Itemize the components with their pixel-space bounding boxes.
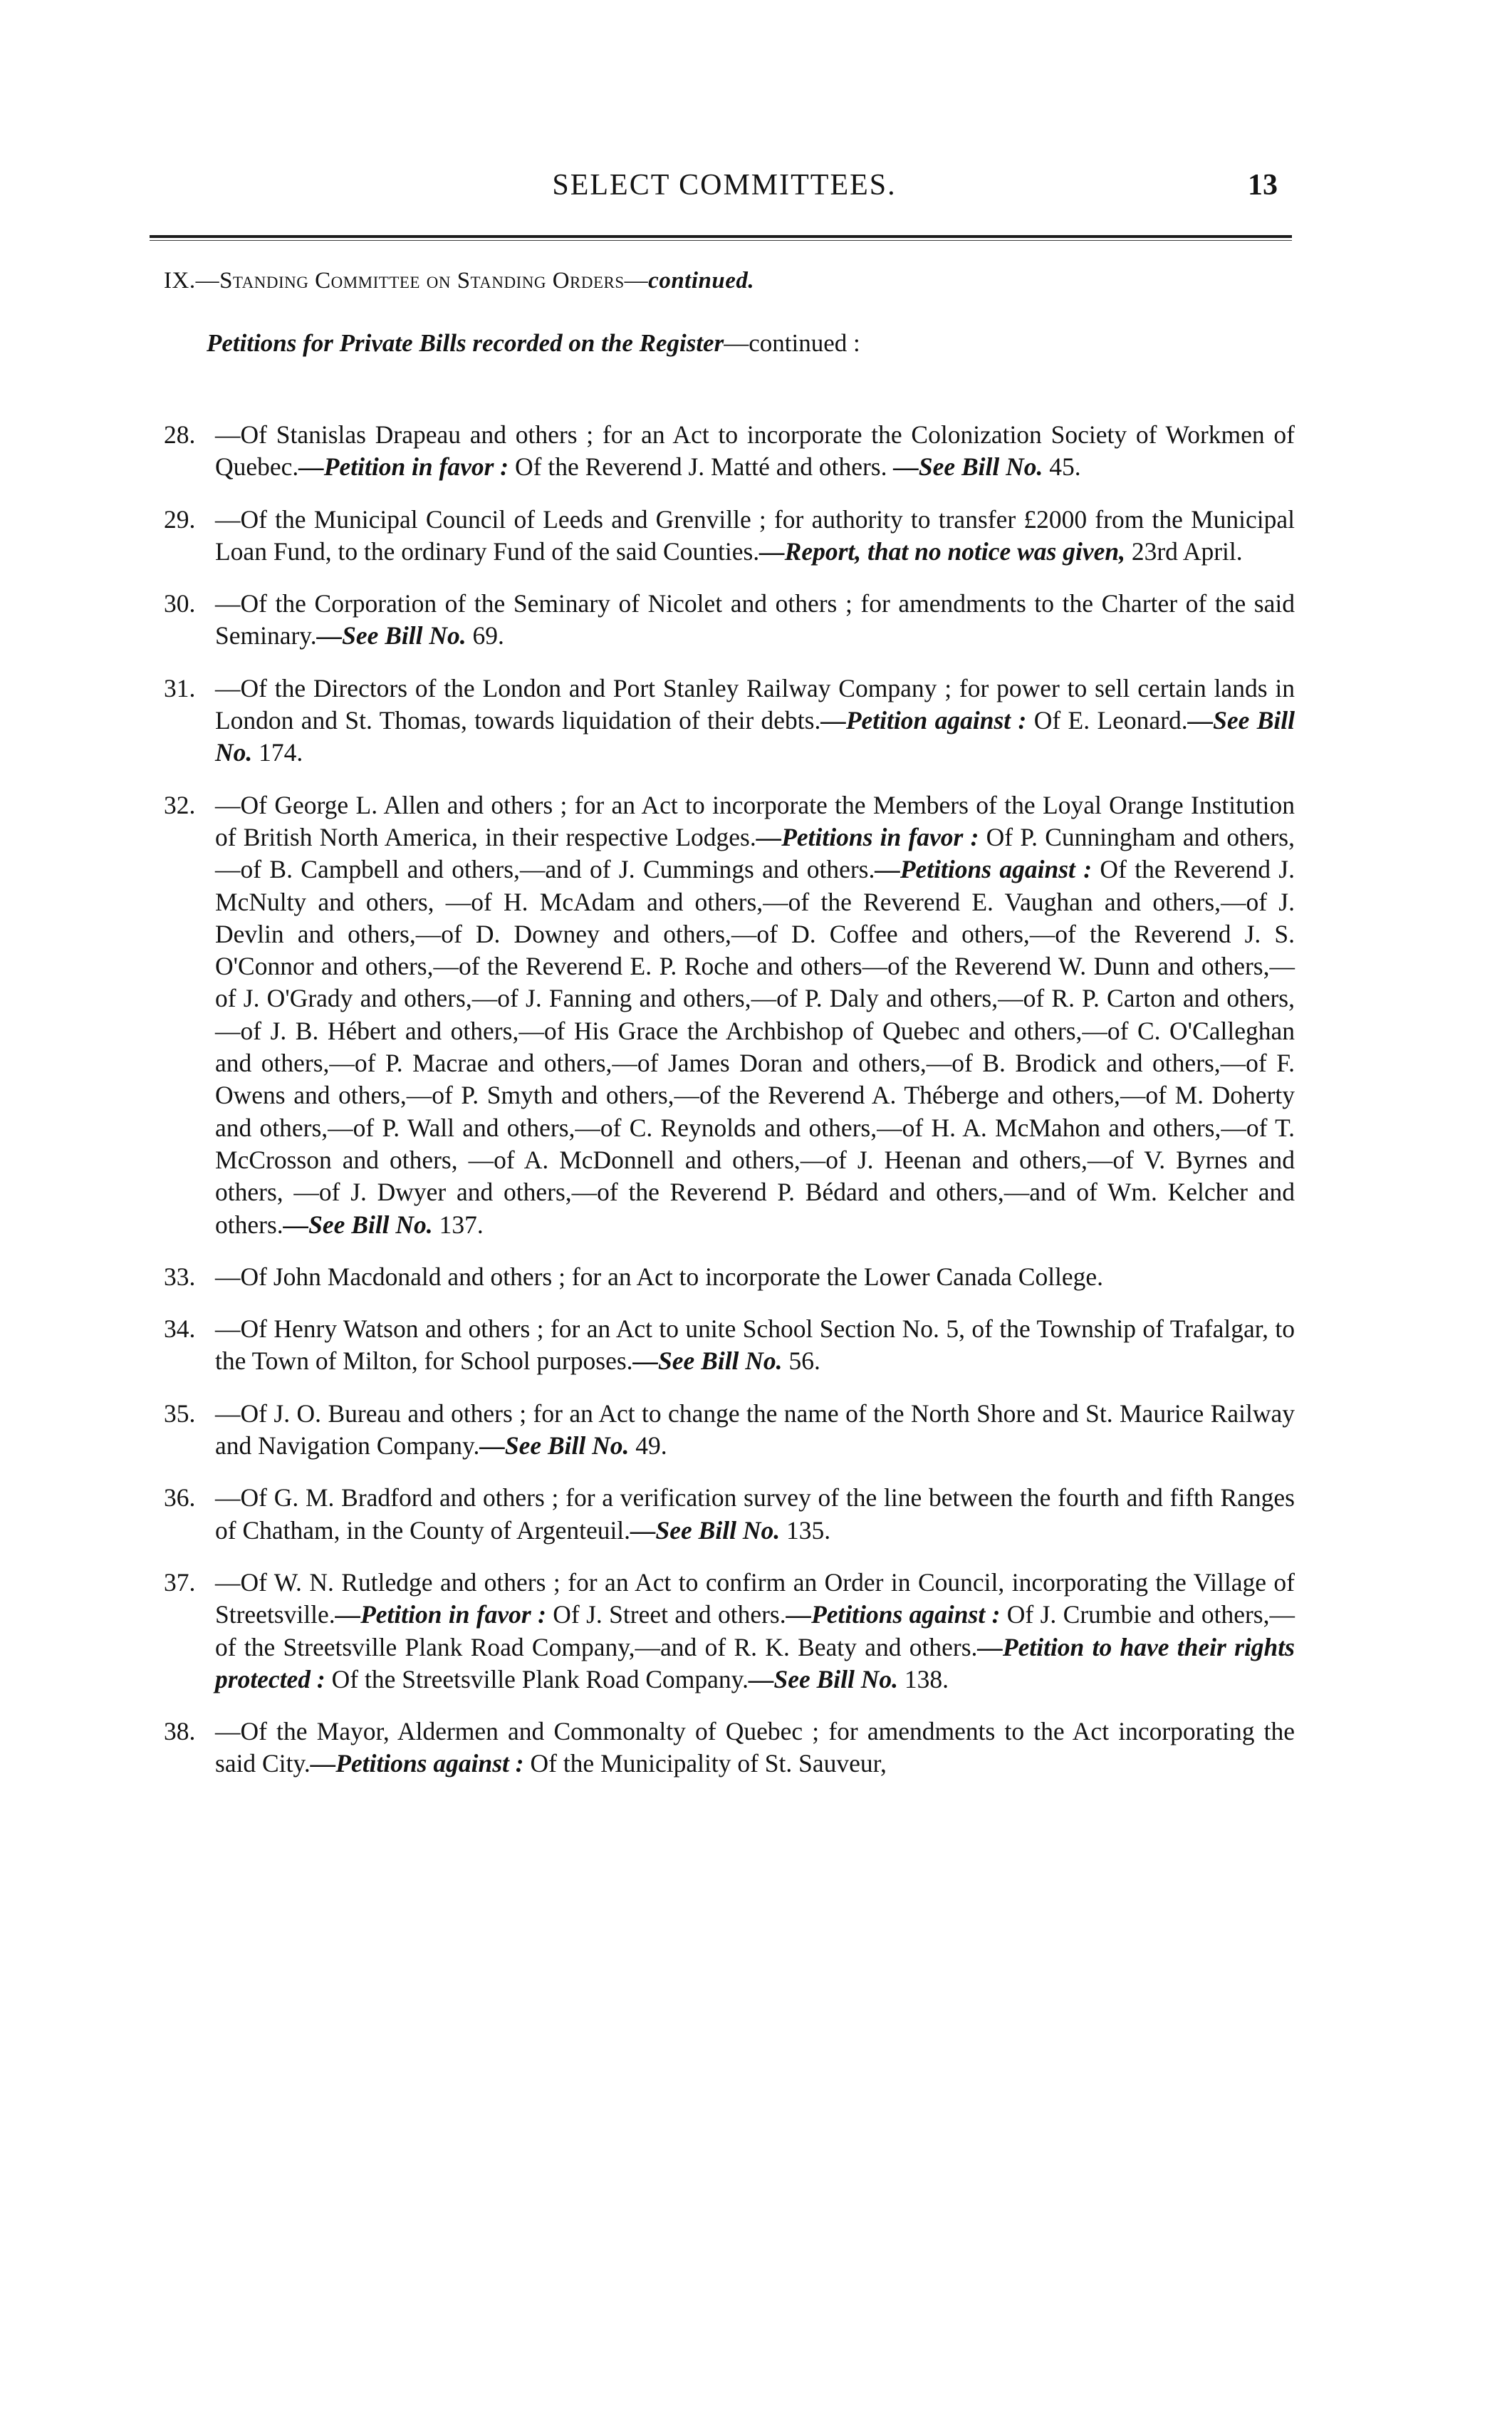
entry-number: 33.: [164, 1262, 196, 1291]
entry-text: Of the Reverend J. Matté and others.: [509, 452, 894, 482]
entry-number: 38.: [164, 1717, 196, 1746]
entry-text: Of P. Cunningham and others,—of B. Campbell and others,—and of J. Cummings and others.: [215, 822, 1295, 884]
entry-italic-text: —See Bill No.: [283, 1210, 433, 1239]
subheading-italic: Petitions for Private Bills recorded on the Register: [207, 329, 724, 357]
entry-number: 31.: [164, 673, 196, 702]
entry-italic-text: —See Bill No.: [632, 1346, 783, 1376]
entry-italic-text: —Petitions against :: [875, 855, 1093, 884]
entry-italic-text: —Petition against :: [820, 706, 1027, 735]
entry-text: —Of G. M. Bradford and others ; for a verification survey of the line between the fourth and fifth Ranges of Chatham, in the County of Argenteuil.: [215, 1483, 1295, 1545]
entry-text: —Of the Mayor, Aldermen and Commonalty of Quebec ; for amendments to the Act incorporating the said City.: [215, 1717, 1295, 1778]
entry-number: 32.: [164, 790, 196, 819]
entry-number: 36.: [164, 1483, 196, 1512]
entry-number: 29.: [164, 504, 196, 534]
petition-entry: [164, 588, 1295, 653]
entry-text: 174.: [252, 738, 303, 767]
entry-text: Of J. Street and others.: [546, 1600, 786, 1629]
section-heading-text: IX.—Standing Committee on Standing Orders—: [164, 268, 649, 294]
entry-italic-text: —Petition to have their rights protected :: [215, 1632, 1295, 1693]
entry-text: 138.: [898, 1664, 949, 1693]
entry-text: Of J. Crumbie and others,—of the Streetsville Plank Road Company,—and of R. K. Beaty and others.: [215, 1600, 1295, 1661]
subheading-continued: —continued :: [724, 329, 860, 357]
entry-text: 56.: [782, 1346, 820, 1376]
entry-italic-text: —Petition in favor :: [335, 1600, 546, 1629]
petition-entry: [164, 1313, 1295, 1378]
entry-text: —Of Stanislas Drapeau and others ; for an Act to incorporate the Colonization Society of Workmen of Quebec.: [215, 420, 1295, 482]
page-number: 13: [1248, 169, 1278, 202]
entry-text: Of the Municipality of St. Sauveur,: [523, 1749, 887, 1778]
petition-entry: [164, 504, 1295, 569]
petition-entry: [164, 1261, 1295, 1293]
entry-text: —Of the Corporation of the Seminary of Nicolet and others ; for amendments to the Charter of the said Seminary.: [215, 589, 1295, 650]
petition-entry: [164, 789, 1295, 1241]
petition-entry: [164, 1716, 1295, 1780]
entry-text: Of E. Leonard.: [1026, 706, 1188, 735]
entry-italic-text: —See Bill No.: [479, 1431, 630, 1460]
entry-number: 35.: [164, 1399, 196, 1428]
entry-number: 30.: [164, 589, 196, 618]
petition-entry: [164, 1567, 1295, 1696]
petition-entry: [164, 1482, 1295, 1547]
petition-entry: [164, 1398, 1295, 1463]
entry-text: —Of the Municipal Council of Leeds and Grenville ; for authority to transfer £2000 from the Municipal Loan Fund, to the ordinary Fund of the said Counties.: [215, 504, 1295, 566]
section-heading: [164, 268, 754, 294]
entry-text: 135.: [780, 1515, 831, 1545]
entry-text: —Of John Macdonald and others ; for an Act to incorporate the Lower Canada College.: [215, 1262, 1104, 1291]
entry-number: 37.: [164, 1567, 196, 1597]
petition-entries: [164, 419, 1295, 1800]
entry-text: 45.: [1043, 452, 1081, 482]
entry-italic-text: —Report, that no notice was given,: [759, 536, 1125, 566]
entry-italic-text: —See Bill No.: [630, 1515, 781, 1545]
running-head: [158, 168, 1291, 218]
entry-text: —Of Henry Watson and others ; for an Act to unite School Section No. 5, of the Township of Trafalgar, to the Town of Milton, for School purposes.: [215, 1314, 1295, 1376]
entry-text: —Of J. O. Bureau and others ; for an Act to change the name of the North Shore and St. Maurice Railway and Navigation Company.: [215, 1399, 1295, 1460]
entry-italic-text: —See Bill No.: [748, 1664, 899, 1693]
section-heading-continued: continued.: [648, 268, 755, 294]
entry-italic-text: —See Bill No.: [316, 621, 466, 650]
entry-text: 69.: [466, 621, 504, 650]
page-title: SELECT COMMITTEES.: [552, 169, 897, 202]
entry-italic-text: —Petition in favor :: [298, 452, 509, 482]
entry-italic-text: —See Bill No.: [893, 452, 1043, 482]
entry-number: 28.: [164, 420, 196, 449]
entry-italic-text: —See Bill No.: [215, 706, 1295, 767]
subheading: [207, 329, 860, 358]
entry-text: Of the Reverend J. McNulty and others, —of H. McAdam and others,—of the Reverend E. Vaughan and others,—of J. Devlin and others,—of D. Downey and others,—of D. Coffee and others,—of the Reverend J. S. O'Connor and others,—of the Reverend E. P. Roche and others—of the Reverend W. Dunn and others,—of J. O'Grady and others,—of J. Fanning and others,—of P. Daly and others,—of R. P. Carton and others,—of J. B. Hébert and others,—of His Grace the Archbishop of Quebec and others,—of C. O'Calleghan and others,—of P. Macrae and others,—of James Doran and others,—of B. Brodick and others,—of F. Owens and others,—of P. Smyth and others,—of the Reverend A. Théberge and others,—of M. Doherty and others,—of P. Wall and others,—of C. Reynolds and others,—of H. A. McMahon and others,—of T. McCrosson and others, —of A. McDonnell and others,—of J. Heenan and others,—of V. Byrnes and others, —of J. Dwyer and others,—of the Reverend P. Bédard and others,—and of Wm. Kelcher and others.: [215, 855, 1295, 1239]
header-rule-thin: [150, 240, 1292, 241]
entry-text: —Of the Directors of the London and Port Stanley Railway Company ; for power to sell certain lands in London and St. Thomas, towards liquidation of their debts.: [215, 673, 1295, 735]
petition-entry: [164, 673, 1295, 769]
entry-text: Of the Streetsville Plank Road Company.: [325, 1664, 749, 1693]
entry-italic-text: —Petitions against :: [310, 1749, 524, 1778]
entry-text: 23rd April.: [1125, 536, 1243, 566]
entry-italic-text: —Petitions against :: [786, 1600, 1001, 1629]
entry-text: 137.: [432, 1210, 484, 1239]
entry-number: 34.: [164, 1314, 196, 1344]
header-rule: [150, 235, 1292, 238]
petition-entry: [164, 419, 1295, 484]
entry-text: 49.: [629, 1431, 667, 1460]
entry-text: —Of W. N. Rutledge and others ; for an Act to confirm an Order in Council, incorporating the Village of Streetsville.: [215, 1567, 1295, 1629]
entry-text: —Of George L. Allen and others ; for an Act to incorporate the Members of the Loyal Orange Institution of British North America, in their respective Lodges.: [215, 790, 1295, 851]
entry-italic-text: —Petitions in favor :: [756, 822, 979, 851]
